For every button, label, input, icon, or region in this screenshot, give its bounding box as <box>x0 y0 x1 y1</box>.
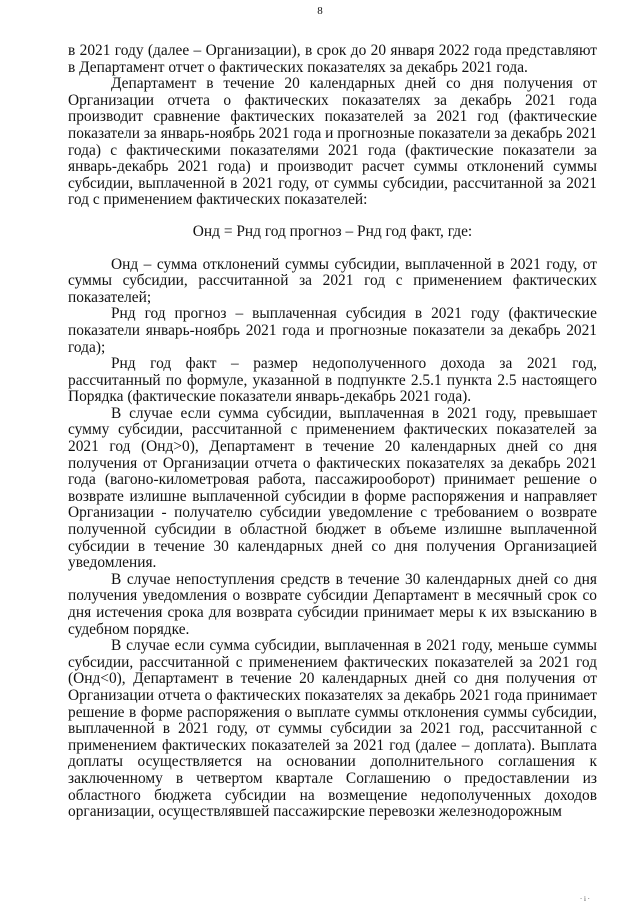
paragraph-comparison: Департамент в течение 20 календарных дней со дня получения от Организации отчета о фактических показателях за декабрь 2021 года производит сравнение фактических показателей за 2021 год (фактические показатели за январь-ноябрь 2021 года и прогнозные показатели за декабрь 2021 года) с фактическими показателями 2021 года (фактические показатели за январь-декабрь 2021 года) и производит расчет суммы отклонений суммы субсидии, выплаченной в 2021 году, от суммы субсидии, рассчитанной за 2021 год с применением фактических показателей: <box>68 75 597 209</box>
paragraph-non-receipt: В случае непоступления средств в течение 30 календарных дней со дня получения уведомления о возврате субсидии Департамент в месячный срок со дня истечения срока для возврата субсидии принимает меры к их взысканию в судебном порядке. <box>68 570 597 638</box>
page-number: 8 <box>317 5 323 17</box>
scan-mark: · і · <box>579 895 590 903</box>
formula-deviation: Онд = Рнд год прогноз – Рнд год факт, где: <box>192 222 473 240</box>
definition-rnd-fact: Рнд год факт – размер недополученного дохода за 2021 год, рассчитанный по формуле, указанной в подпункте 2.5.1 пункта 2.5 настоящего Порядка (фактические показатели январь-декабрь 2021 года). <box>68 355 597 406</box>
paragraph-underpayment: В случае если сумма субсидии, выплаченная в 2021 году, меньше суммы субсидии, рассчитанной с применением фактических показателей за 2021 год (Онд<0), Департамент в течение 20 календарных дней со дня получения от Организации отчета о фактических показателях за декабрь 2021 года принимает решение в форме распоряжения о выплате суммы отклонения суммы субсидии, выплаченной в 2021 году, от суммы субсидии за 2021 год, рассчитанной с применением фактических показателей за 2021 год (далее – доплата). Выплата доплаты осуществляется на основании дополнительного соглашения к заключенному в четвертом квартале Соглашению о предоставлении из областного бюджета субсидии на возмещение недополученных доходов организации, осуществлявшей пассажирские перевозки железнодорожным <box>68 637 597 821</box>
document-body <box>68 43 597 821</box>
definition-ond: Онд – сумма отклонений суммы субсидии, выплаченной в 2021 году, от суммы субсидии, рассчитанной за 2021 год с применением фактических показателей; <box>68 255 597 306</box>
definition-rnd-forecast: Рнд год прогноз – выплаченная субсидия в 2021 году (фактические показатели январь-ноябрь 2021 года и прогнозные показатели за декабрь 2021 года); <box>68 305 597 356</box>
paragraph-report-deadline: в 2021 году (далее – Организации), в срок до 20 января 2022 года представляют в Департамент отчет о фактических показателях за декабрь 2021 года. <box>68 42 597 76</box>
paragraph-overpayment: В случае если сумма субсидии, выплаченная в 2021 году, превышает сумму субсидии, рассчитанной с применением фактических показателей за 2021 год (Онд>0), Департамент в течение 20 календарных дней со дня получения от Организации отчета о фактических показателях за декабрь 2021 года (вагоно-километровая работа, пассажирооборот) принимает решение о возврате излишне выплаченной субсидии в форме распоряжения и направляет Организации - получателю субсидии уведомление с требованием о возврате полученной субсидии в областной бюджет в объеме излишне выплаченной субсидии в течение 30 календарных дней со дня получения Организацией уведомления. <box>68 404 597 572</box>
